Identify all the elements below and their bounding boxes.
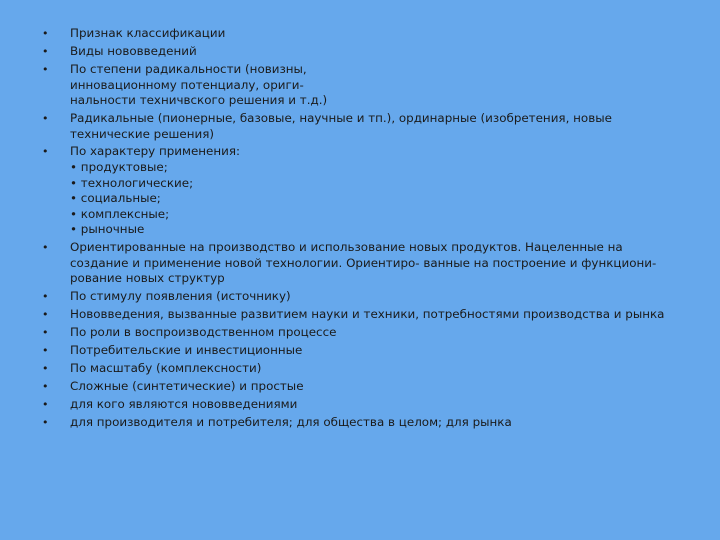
bullet-item xyxy=(36,396,676,414)
bullet-text: По характеру применения: • продуктовые; • технологические; • социальные; • комплексные; • рыночные xyxy=(70,144,241,237)
bullet-text: Признак классификации xyxy=(70,26,226,41)
bullet-list xyxy=(36,25,676,432)
bullet-text: Нововведения, вызванные развитием науки и техники, потребностями производства и рынка xyxy=(70,307,665,322)
bullet-text: По роли в воспроизводственном процессе xyxy=(70,325,337,340)
bullet-item xyxy=(36,25,676,43)
bullet-marker xyxy=(36,43,70,61)
bullet-item xyxy=(36,239,676,288)
bullet-item xyxy=(36,306,676,324)
bullet-item xyxy=(36,61,676,110)
bullet-marker xyxy=(36,414,70,432)
bullet-marker xyxy=(36,110,70,128)
bullet-marker xyxy=(36,143,70,161)
bullet-marker xyxy=(36,324,70,342)
bullet-item xyxy=(36,110,676,143)
bullet-marker xyxy=(36,396,70,414)
bullet-item xyxy=(36,143,676,239)
bullet-item xyxy=(36,43,676,61)
bullet-marker xyxy=(36,306,70,324)
bullet-text: По масштабу (комплексности) xyxy=(70,360,262,375)
bullet-marker xyxy=(36,239,70,257)
bullet-item xyxy=(36,414,676,432)
bullet-text: для производителя и потребителя; для общества в целом; для рынка xyxy=(70,414,512,429)
bullet-text: Радикальные (пионерные, базовые, научные и тп.), ординарные (изобретения, новые технические решения) xyxy=(70,110,612,141)
bullet-item xyxy=(36,324,676,342)
bullet-marker xyxy=(36,360,70,378)
bullet-marker xyxy=(36,378,70,396)
bullet-text: Виды нововведений xyxy=(70,44,197,58)
bullet-text: для кого являются нововведениями xyxy=(70,396,298,411)
bullet-marker xyxy=(36,61,70,79)
bullet-marker xyxy=(36,25,70,43)
bullet-item xyxy=(36,288,676,306)
bullet-text: Сложные (синтетические) и простые xyxy=(70,378,304,393)
bullet-item xyxy=(36,378,676,396)
bullet-item xyxy=(36,342,676,360)
bullet-text: Ориентированные на производство и использование новых продуктов. Нацеленные на создание и применение новой технологии. Ориентиро- ванные на построение и функциони- рование новых структур xyxy=(70,240,657,286)
bullet-text: По стимулу появления (источнику) xyxy=(70,289,291,304)
bullet-marker xyxy=(36,288,70,306)
bullet-item xyxy=(36,360,676,378)
bullet-text: По степени радикальности (новизны, инновационному потенциалу, ориги- нальности техничвского решения и т.д.) xyxy=(70,61,328,108)
bullet-marker xyxy=(36,342,70,360)
bullet-text: Потребительские и инвестиционные xyxy=(70,343,303,358)
